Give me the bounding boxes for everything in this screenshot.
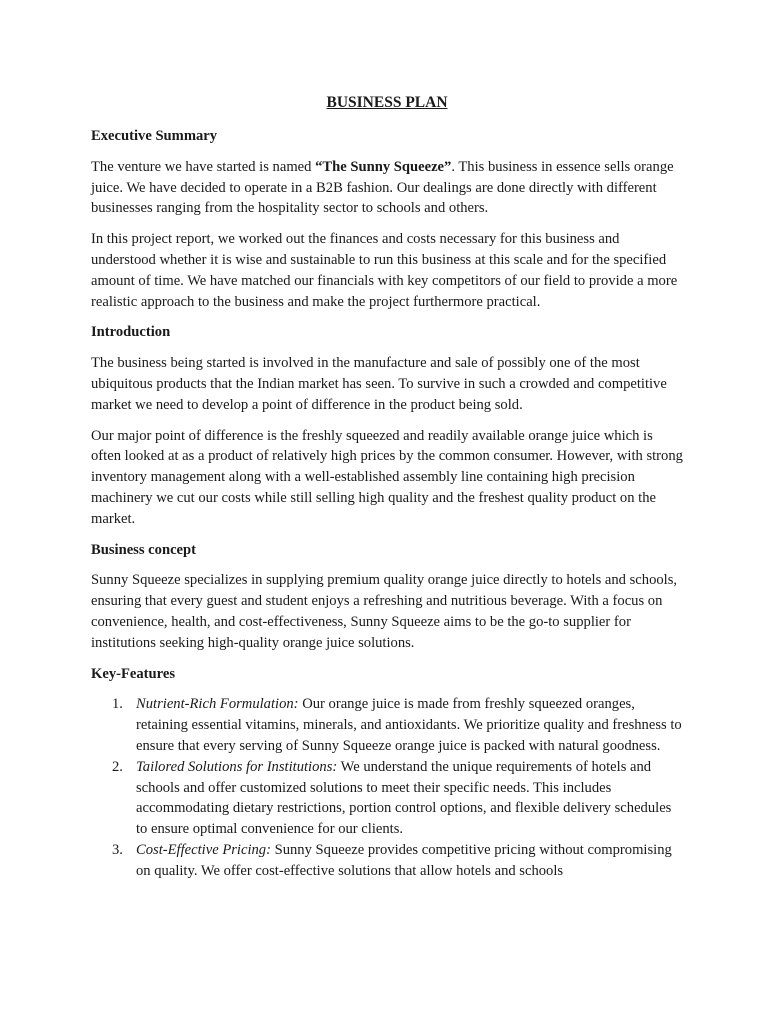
list-item-title: Tailored Solutions for Institutions: — [136, 758, 338, 775]
executive-summary-paragraph-1 — [91, 157, 683, 219]
business-concept-section — [91, 540, 683, 654]
list-item-number: 3. — [112, 841, 123, 858]
list-item-text: Our orange juice is made from freshly squeezed oranges, retaining essential vitamins, minerals, and antioxidants. We prioritize quality and freshness to ensure that every serving of Sunny Squeeze orange juice is packed with natural goodness. — [136, 696, 682, 754]
executive-summary-section — [91, 126, 683, 312]
business-concept-heading: Business concept — [91, 541, 197, 558]
introduction-section — [91, 322, 683, 529]
introduction-paragraph-1: The business being started is involved in the manufacture and sale of possibly one of the most ubiquitous products that the Indian market has seen. To survive in such a crowded and competitive market we need to develop a point of difference in the product being sold. — [91, 355, 667, 413]
document-title: BUSINESS PLAN — [326, 94, 448, 111]
list-item-number: 2. — [112, 758, 123, 775]
introduction-heading: Introduction — [91, 324, 171, 341]
business-concept-paragraph: Sunny Squeeze specializes in supplying premium quality orange juice directly to hotels and schools, ensuring that every guest and student enjoys a refreshing and nutritious beverage. With a focus on convenience, health, and cost-effectiveness, Sunny Squeeze aims to be the go-to supplier for institutions seeking high-quality orange juice solutions. — [91, 572, 678, 651]
introduction-paragraph-2: Our major point of difference is the freshly squeezed and readily available orange juice which is often looked at as a product of relatively high prices by the common consumer. However, with strong inventory management along with a well-established assembly line containing high precision machinery we cut our costs while still selling high quality and the freshest quality product on the market. — [91, 427, 683, 527]
key-features-list — [91, 694, 683, 881]
executive-summary-heading: Executive Summary — [91, 128, 218, 144]
list-item-text: We understand the unique requirements of hotels and schools and offer customized solutions to meet their specific needs. This includes accommodating dietary restrictions, portion control options, and flexible delivery schedules to ensure optimal convenience for our clients. — [136, 758, 672, 838]
venture-name: “The Sunny Squeeze” — [315, 158, 452, 175]
document-page — [91, 92, 683, 882]
executive-summary-p1-before: The venture we have started is named — [91, 158, 316, 175]
executive-summary-p1-after: . This business in essence sells orange juice. We have decided to operate in a B2B fashion. Our dealings are done directly with different businesses ranging from the hospitality sector to schools and others. — [91, 158, 674, 217]
list-item — [91, 757, 683, 840]
list-item — [91, 694, 683, 756]
key-features-section — [91, 664, 683, 882]
list-item — [91, 840, 683, 882]
executive-summary-paragraph-2: In this project report, we worked out the finances and costs necessary for this business and understood whether it is wise and sustainable to run this business at this scale and for the specified amount of time. We have matched our financials with key competitors of our field to provide a more realistic approach to the business and make the project furthermore practical. — [91, 231, 678, 310]
key-features-heading: Key-Features — [91, 665, 176, 682]
list-item-text: Sunny Squeeze provides competitive pricing without compromising on quality. We offer cost-effective solutions that allow hotels and schools — [136, 841, 672, 879]
list-item-number: 1. — [112, 696, 123, 713]
list-item-title: Nutrient-Rich Formulation: — [136, 696, 299, 713]
list-item-title: Cost-Effective Pricing: — [136, 841, 271, 858]
